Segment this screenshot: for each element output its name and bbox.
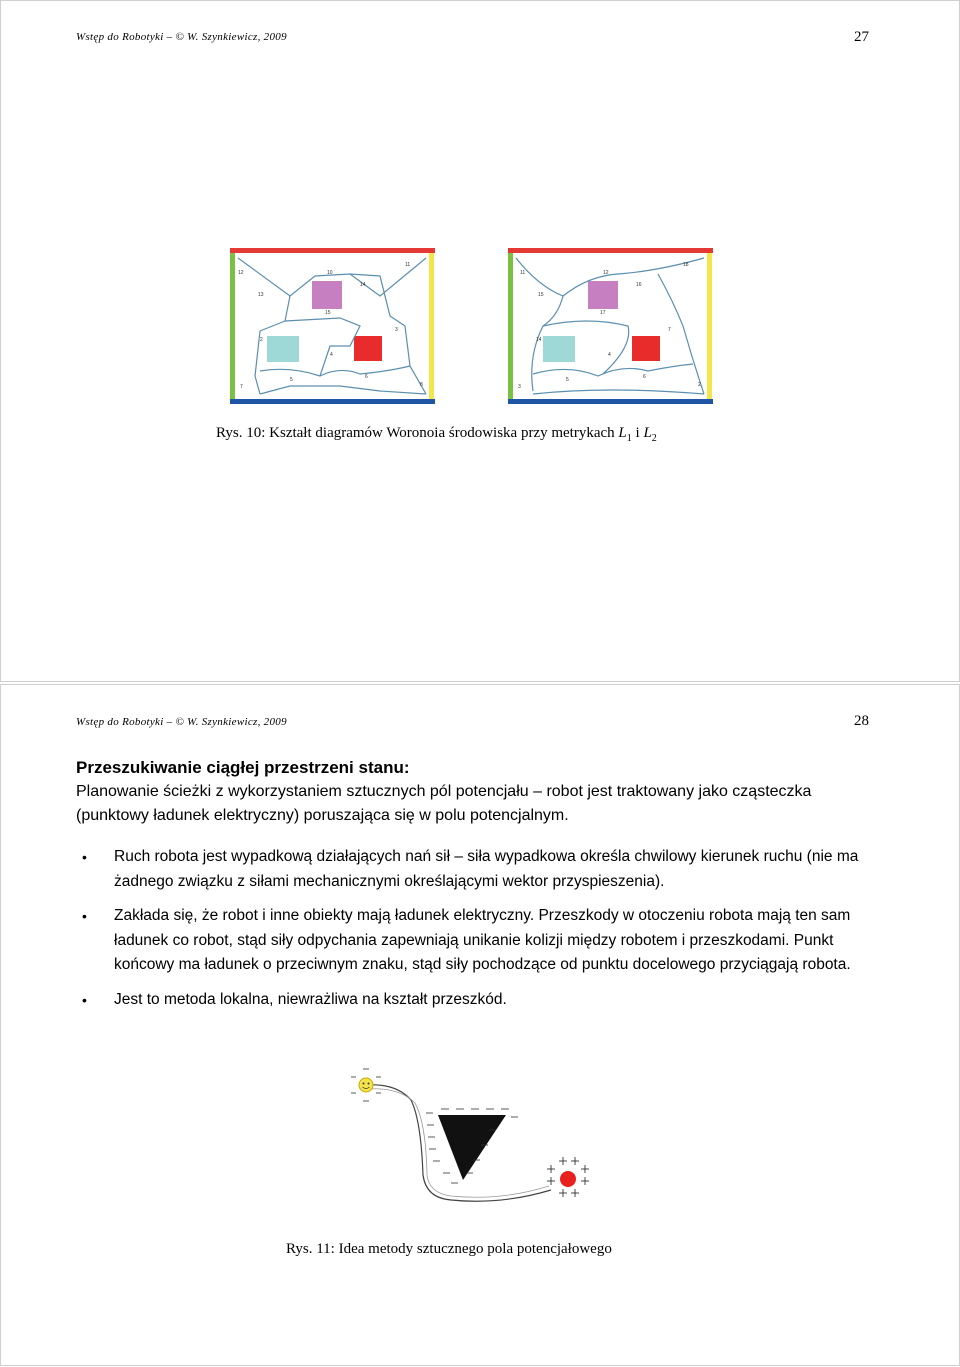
svg-text:17: 17	[600, 310, 606, 316]
caption-text: Rys. 10: Kształt diagramów Woronoia środowiska przy metrykach	[216, 425, 619, 441]
svg-text:11: 11	[520, 270, 526, 276]
svg-text:18: 18	[683, 262, 689, 268]
svg-text:6: 6	[643, 374, 646, 380]
svg-text:12: 12	[603, 270, 609, 276]
caption-mid: i	[631, 425, 644, 441]
figure-caption	[216, 425, 657, 444]
voronoi-l1-panel	[230, 246, 435, 406]
svg-text:4: 4	[330, 352, 333, 358]
svg-text:7: 7	[668, 327, 671, 333]
svg-text:5: 5	[566, 377, 569, 383]
voronoi-figure	[230, 246, 720, 411]
bullet-icon: •	[82, 908, 87, 924]
bullet-text: Zakłada się, że robot i inne obiekty mają ładunek elektryczny. Przeszkody w otoczeniu robota mają ten sam ładunek co robot, stąd siły odpychania zapewniają unikanie kolizji między robotem i przeszkodami. Punkt końcowy ma ładunek o przeciwnym znaku, stąd siły pochodzące od punktu docelowego przyciągają robota.	[114, 907, 851, 973]
svg-text:2: 2	[698, 382, 701, 388]
svg-text:5: 5	[290, 377, 293, 383]
running-header: Wstęp do Robotyki – © W. Szynkiewicz, 2009	[76, 716, 287, 728]
svg-text:4: 4	[608, 352, 611, 358]
page-number: 28	[854, 713, 869, 729]
metric-l2: L	[643, 425, 652, 441]
bullet-icon: •	[82, 849, 87, 865]
svg-text:3: 3	[518, 384, 521, 390]
bullet-text: Jest to metoda lokalna, niewrażliwa na kształt przeszkód.	[114, 990, 507, 1008]
intro-paragraph: Planowanie ścieżki z wykorzystaniem sztucznych pól potencjału – robot jest traktowany jako cząsteczka (punktowy ładunek elektryczny) poruszająca się w polu potencjalnym.	[76, 783, 812, 824]
list-item	[76, 988, 876, 1013]
figure-caption: Rys. 11: Idea metody sztucznego pola potencjałowego	[286, 1241, 612, 1257]
page-27	[0, 0, 960, 682]
svg-text:8: 8	[420, 382, 423, 388]
svg-text:13: 13	[258, 292, 264, 298]
list-item	[76, 845, 876, 894]
svg-text:11: 11	[405, 262, 411, 268]
running-header: Wstęp do Robotyki – © W. Szynkiewicz, 2009	[76, 31, 287, 43]
voronoi-l2-panel	[508, 246, 713, 406]
svg-text:7: 7	[240, 384, 243, 390]
bullet-icon: •	[82, 991, 87, 1008]
svg-text:16: 16	[636, 282, 642, 288]
svg-text:15: 15	[538, 292, 544, 298]
svg-text:6: 6	[365, 374, 368, 380]
page-number: 27	[854, 29, 869, 45]
section-title: Przeszukiwanie ciągłej przestrzeni stanu:	[76, 758, 410, 777]
metric-l1-sub: 1	[626, 433, 632, 444]
potential-field-figure	[341, 1065, 601, 1230]
svg-text:14: 14	[360, 282, 366, 288]
page-28	[0, 684, 960, 1366]
metric-l2-sub: 2	[651, 433, 657, 444]
svg-text:12: 12	[238, 270, 244, 276]
svg-text:15: 15	[325, 310, 331, 316]
metric-l1: L	[618, 425, 627, 441]
svg-text:3: 3	[395, 327, 398, 333]
svg-text:14: 14	[536, 337, 542, 343]
svg-text:10: 10	[327, 270, 333, 276]
bullet-list	[76, 845, 876, 1022]
bullet-text: Ruch robota jest wypadkową działających nań sił – siła wypadkowa określa chwilowy kierunek ruchu (nie ma żadnego związku z siłami mechanicznymi określającymi wektor przyspieszenia).	[114, 848, 859, 890]
svg-text:2: 2	[260, 337, 263, 343]
list-item	[76, 904, 876, 978]
